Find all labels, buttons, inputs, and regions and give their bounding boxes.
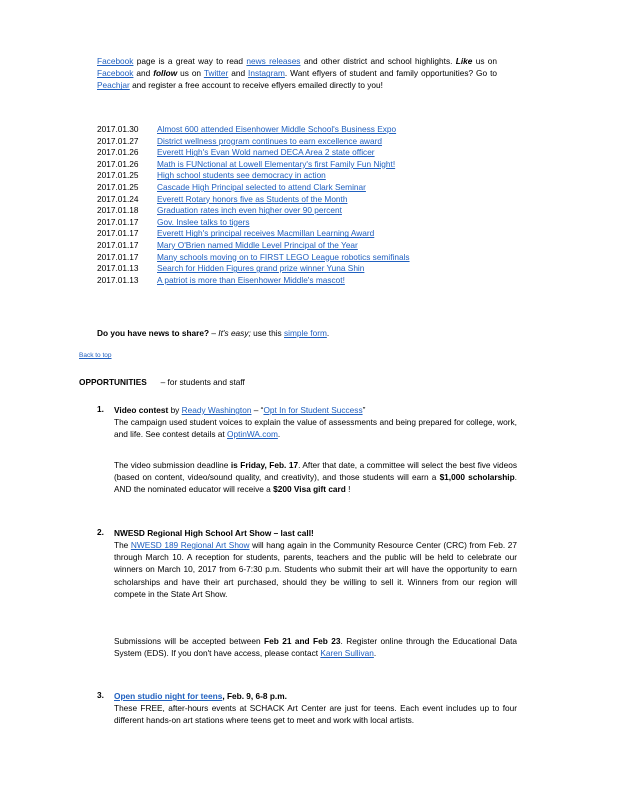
news-item: [97, 252, 517, 264]
news-item: [97, 124, 517, 136]
peachjar-link[interactable]: Peachjar: [97, 80, 130, 91]
open-studio-link[interactable]: Open studio night for teens: [114, 691, 223, 701]
news-item: [97, 194, 517, 206]
item-heading: Open studio night for teens, Feb. 9, 6-8 p.m.: [114, 691, 287, 701]
news-date: 2017.01.30: [97, 124, 139, 134]
news-item: [97, 205, 517, 217]
item-paragraph: The campaign used student voices to explain the value of assessments and being prepared for college, work, and life. See contest details at OptinWA.com.: [114, 417, 517, 440]
news-item: [97, 217, 517, 229]
news-item: [97, 263, 517, 275]
item-paragraph: The NWESD 189 Regional Art Show will hang again in the Community Resource Center (CRC) from Feb. 27 through March 10. A reception for students, parents, teachers and the public will be held to celebrate our winners on March 10, 2017 from 6-7:30 p.m. Students who submit their art will have the opportunity to earn scholarships and have their art purchased, should they be willing to sell it. Winners from our region will compete in the State Art Show.: [114, 540, 517, 599]
item-paragraph: The video submission deadline is Friday, Feb. 17. After that date, a committee will select the best five videos (based on content, video/sound quality, and creativity), and those students will earn a $1,000 scholarship. AND the nominated educator will receive a $200 Visa gift card !: [114, 460, 517, 495]
news-item: [97, 147, 517, 159]
news-link[interactable]: Mary O'Brien named Middle Level Principal of the Year: [157, 239, 358, 250]
opportunities-subtitle: – for students and staff: [160, 377, 245, 387]
news-link[interactable]: Search for Hidden Figures grand prize winner Yuna Shin: [157, 263, 365, 274]
news-list: [97, 124, 517, 286]
optinwa-link[interactable]: OptinWA.com: [227, 429, 278, 440]
news-link[interactable]: Gov. Inslee talks to tigers: [157, 216, 250, 227]
news-date: 2017.01.27: [97, 135, 139, 146]
news-date: 2017.01.18: [97, 205, 139, 216]
item-heading: NWESD Regional High School Art Show – last call!: [114, 528, 314, 538]
news-link[interactable]: Everett High's principal receives Macmillan Learning Award: [157, 228, 375, 239]
news-link[interactable]: Cascade High Principal selected to attend Clark Seminar: [157, 181, 366, 192]
news-item: [97, 228, 517, 240]
instagram-link[interactable]: Instagram: [248, 68, 285, 79]
news-date: 2017.01.26: [97, 158, 139, 169]
item-paragraph: Submissions will be accepted between Feb 21 and Feb 23. Register online through the Educational Data System (EDS). If you don't have access, please contact Karen Sullivan.: [114, 636, 517, 659]
news-link[interactable]: Math is FUNctional at Lowell Elementary's first Family Fun Night!: [157, 158, 396, 169]
document-page: Facebook page is a great way to read news releases and other district and school highlights. Like us on Facebook and follow us on Twitter and Instagram. Want eflyers of student and family opportunities? Go to Peachjar and register a free account to receive eflyers emailed directly to you! 2017.01.30 Almost 600 attended Eisenhower Middle School's Business Expo 2017.01.27 District wellness program continues to earn excellence award 2017.01.26 Everett High's Evan Wold named DECA Area 2 state officer 2017.01.26 Math is FUNctional at Lowell Elementary's first Family Fun Night! 2017.01.25 High school students see democracy in action 2017.01.25 Cascade High Principal selected to attend Clark Seminar 2017.01.24 Everett Rotary honors five as Students of the Month 2017.01.18 Graduation rates inch even higher over 90 percent 2017.01.17 Gov. Inslee talks to tigers 2017.01.17 Everett High's principal receives Macmillan Learning Award 2017.01.17 Mary O'Brien named Middle Level Principal of the Year 2017.01.17 Many schools moving on to FIRST LEGO League robotics semifinals 2017.01.13 Search for Hidden Figures grand prize winner Yuna Shin 2017.01.13 A patriot is more than Eisenhower Middle's mascot! Do you have news to share? – It's easy; use this simple form. Back to top OPPORTUNITIES – for students and staff 1. Video contest by Ready Washington – “Opt In for Student Success” The campaign used student voices to explain the value of assessments and being prepared for college, work, and life. See contest details at OptinWA.com. The video submission deadline is Friday, Feb. 17. After that date, a committee will select the best five videos (based on content, video/sound quality, and creativity), and those students will earn a $1,000 scholarship. AND the nominated educator will receive a $200 Visa gift card ! 2. NWESD Regional High School Art Show – last call! The NWESD 189 Regional Art Show will hang again in the Community Resource Center (CRC) from Feb. 27 through March 10. A reception for students, parents, teachers and the public will be held to celebrate our winners on March 10, 2017 from 6-7:30 p.m. Students who submit their art will have the opportunity to earn scholarships and have their art purchased, should they be willing to sell it. Winners from our region will compete in the State Art Show. Submissions will be accepted between Feb 21 and Feb 23. Register online through the Educational Data System (EDS). If you don't have access, please contact Karen Sullivan. 3. Open studio night for teens, Feb. 9, 6-8 p.m. These FREE, after-hours events at SCHACK Art Center are just for teens. Each event includes up to four different hands-on art stations where teens get to meet and work with local artists.: [79, 56, 517, 726]
follow-text: follow: [153, 68, 178, 79]
news-date: 2017.01.17: [97, 216, 139, 227]
karen-sullivan-link[interactable]: Karen Sullivan: [320, 648, 374, 659]
ready-washington-link[interactable]: Ready Washington: [181, 405, 252, 415]
like-text: Like: [455, 56, 473, 66]
news-link[interactable]: Everett Rotary honors five as Students of the Month: [157, 193, 348, 204]
news-date: 2017.01.26: [97, 147, 139, 158]
news-date: 2017.01.17: [97, 228, 139, 239]
opportunities-title: OPPORTUNITIES: [79, 377, 147, 387]
back-to-top-link[interactable]: Back to top: [79, 352, 112, 359]
news-date: 2017.01.17: [97, 239, 139, 250]
news-link[interactable]: A patriot is more than Eisenhower Middle's mascot!: [157, 274, 345, 285]
news-item: [97, 136, 517, 148]
item-paragraph: These FREE, after-hours events at SCHACK Art Center are just for teens. Each event includes up to four different hands-on art stations where teens get to meet and work with local artists.: [114, 703, 517, 726]
news-item: [97, 159, 517, 171]
news-releases-link[interactable]: news releases: [246, 56, 301, 66]
opportunities-heading: [79, 377, 245, 387]
news-link[interactable]: Everett High's Evan Wold named DECA Area 2 state officer: [157, 147, 375, 158]
news-date: 2017.01.25: [97, 170, 139, 181]
news-date: 2017.01.13: [97, 274, 139, 285]
news-date: 2017.01.17: [97, 251, 139, 262]
news-link[interactable]: Many schools moving on to FIRST LEGO League robotics semifinals: [157, 251, 410, 262]
news-link[interactable]: High school students see democracy in action: [157, 170, 326, 181]
intro-paragraph: Facebook page is a great way to read news releases and other district and school highlights. Like us on Facebook and follow us on Twitter and Instagram. Want eflyers of student and family opportunities? Go to Peachjar and register a free account to receive eflyers emailed directly to you!: [97, 56, 498, 91]
facebook-link[interactable]: Facebook: [97, 56, 134, 66]
news-date: 2017.01.24: [97, 193, 139, 204]
nwesd-art-show-link[interactable]: NWESD 189 Regional Art Show: [130, 540, 250, 550]
news-link[interactable]: Graduation rates inch even higher over 90 percent: [157, 205, 342, 216]
news-link[interactable]: District wellness program continues to earn excellence award: [157, 135, 383, 146]
news-item: [97, 182, 517, 194]
share-question: Do you have news to share?: [97, 328, 210, 338]
opt-in-link[interactable]: Opt In for Student Success: [263, 405, 363, 415]
simple-form-link[interactable]: simple form: [284, 328, 327, 338]
news-item: [97, 275, 517, 287]
news-date: 2017.01.13: [97, 263, 139, 274]
news-item: [97, 170, 517, 182]
share-news-line: Do you have news to share? – It's easy; use this simple form.: [97, 328, 330, 338]
facebook-link-2[interactable]: Facebook: [97, 68, 134, 79]
twitter-link[interactable]: Twitter: [203, 68, 229, 79]
item-heading: Video contest by Ready Washington – “Opt In for Student Success”: [114, 405, 366, 415]
news-item: [97, 240, 517, 252]
news-link[interactable]: Almost 600 attended Eisenhower Middle School's Business Expo: [157, 124, 397, 134]
news-date: 2017.01.25: [97, 181, 139, 192]
